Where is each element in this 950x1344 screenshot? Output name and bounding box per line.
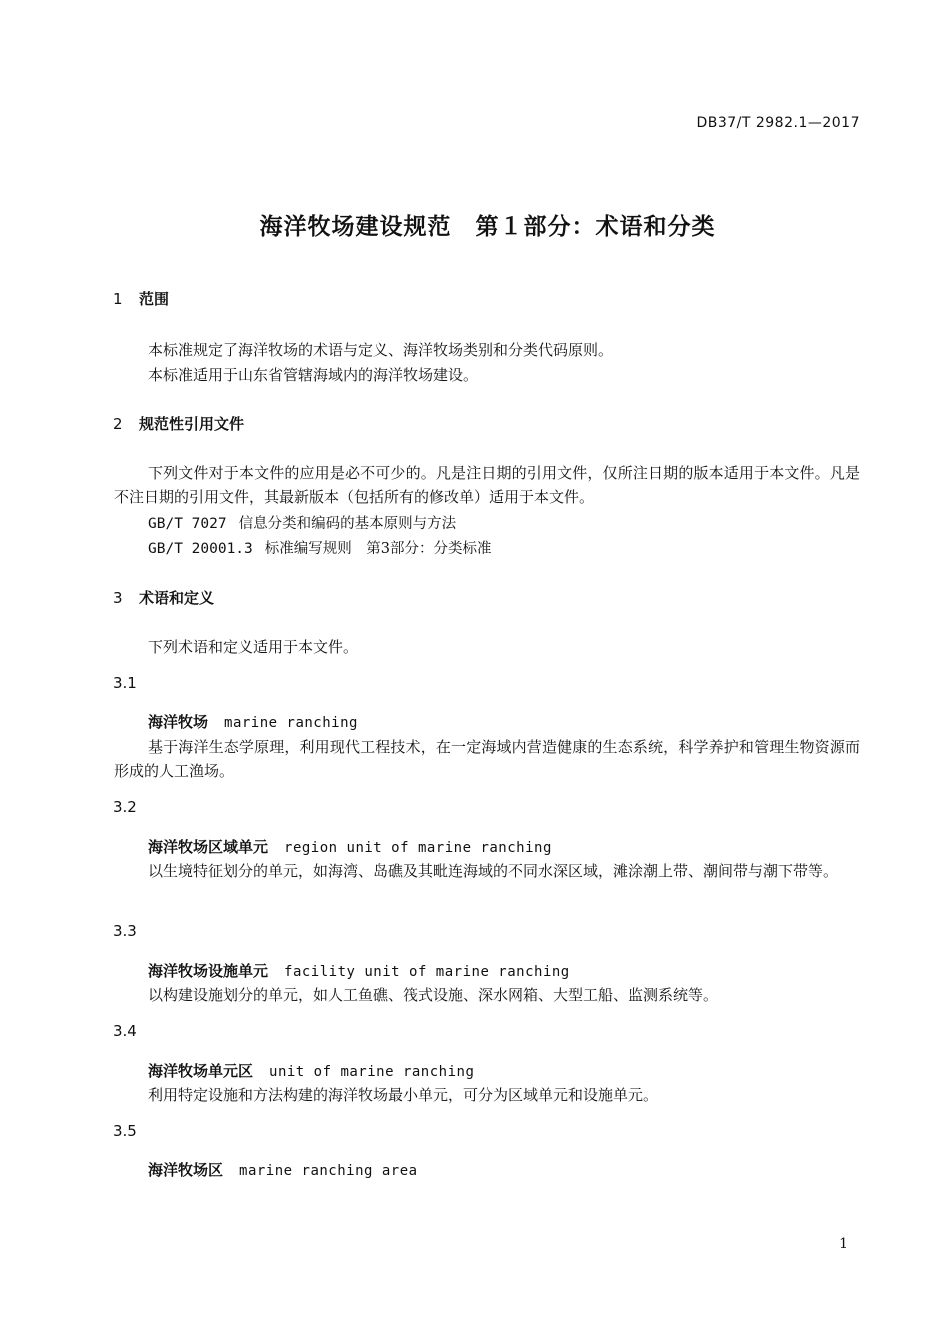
term-entry xyxy=(148,1159,418,1180)
reference-title: 标准编写规则 第3部分：分类标准 xyxy=(264,541,492,557)
term-chinese: 海洋牧场 xyxy=(148,713,209,731)
reference-code: GB/T 20001.3 xyxy=(148,541,253,557)
term-chinese: 海洋牧场单元区 xyxy=(148,1062,254,1080)
term-number: 3.4 xyxy=(113,1022,137,1040)
term-number: 3.3 xyxy=(113,922,137,940)
standard-code: DB37/T 2982.1—2017 xyxy=(696,115,860,131)
section-3-heading xyxy=(113,587,214,608)
term-chinese: 海洋牧场区 xyxy=(148,1161,224,1179)
section-title: 范围 xyxy=(139,290,170,308)
paragraph: 下列术语和定义适用于本文件。 xyxy=(148,638,359,656)
section-2-heading xyxy=(113,413,244,434)
reference-item xyxy=(148,537,492,558)
term-definition: 基于海洋生态学原理，利用现代工程技术，在一定海域内营造健康的生态系统，科学养护和管理生物资源而形成的人工渔场。 xyxy=(114,738,860,780)
term-entry xyxy=(148,1060,474,1081)
paragraph: 下列文件对于本文件的应用是必不可少的。凡是注日期的引用文件，仅所注日期的版本适用于本文件。凡是不注日期的引用文件，其最新版本（包括所有的修改单）适用于本文件。 xyxy=(114,464,860,506)
term-number: 3.5 xyxy=(113,1122,137,1140)
term-entry xyxy=(148,836,552,857)
reference-code: GB/T 7027 xyxy=(148,516,227,532)
term-number: 3.2 xyxy=(113,798,137,816)
section-title: 术语和定义 xyxy=(139,589,215,607)
term-definition: 以构建设施划分的单元，如人工鱼礁、筏式设施、深水网箱、大型工船、监测系统等。 xyxy=(148,986,719,1004)
document-title: 海洋牧场建设规范 第１部分：术语和分类 xyxy=(259,214,716,240)
term-chinese: 海洋牧场区域单元 xyxy=(148,838,269,856)
section-number: 3 xyxy=(113,589,123,607)
term-english: region unit of marine ranching xyxy=(284,840,552,856)
term-english: facility unit of marine ranching xyxy=(284,964,570,980)
section-number: 1 xyxy=(113,290,123,308)
paragraph: 本标准适用于山东省管辖海域内的海洋牧场建设。 xyxy=(148,366,479,384)
term-english: marine ranching area xyxy=(239,1163,418,1179)
paragraph: 本标准规定了海洋牧场的术语与定义、海洋牧场类别和分类代码原则。 xyxy=(148,341,614,359)
reference-title: 信息分类和编码的基本原则与方法 xyxy=(238,516,457,532)
section-title: 规范性引用文件 xyxy=(139,415,245,433)
page-number: 1 xyxy=(839,1236,848,1252)
term-chinese: 海洋牧场设施单元 xyxy=(148,962,269,980)
section-1-heading xyxy=(113,288,169,309)
term-entry xyxy=(148,960,570,981)
reference-item xyxy=(148,512,456,533)
term-number: 3.1 xyxy=(113,674,137,692)
term-definition: 以生境特征划分的单元，如海湾、岛礁及其毗连海域的不同水深区域，滩涂潮上带、潮间带与潮下带等。 xyxy=(148,862,839,880)
term-definition: 利用特定设施和方法构建的海洋牧场最小单元，可分为区域单元和设施单元。 xyxy=(148,1086,659,1104)
term-entry xyxy=(148,711,358,732)
term-english: marine ranching xyxy=(224,715,358,731)
term-english: unit of marine ranching xyxy=(269,1064,475,1080)
section-number: 2 xyxy=(113,415,123,433)
